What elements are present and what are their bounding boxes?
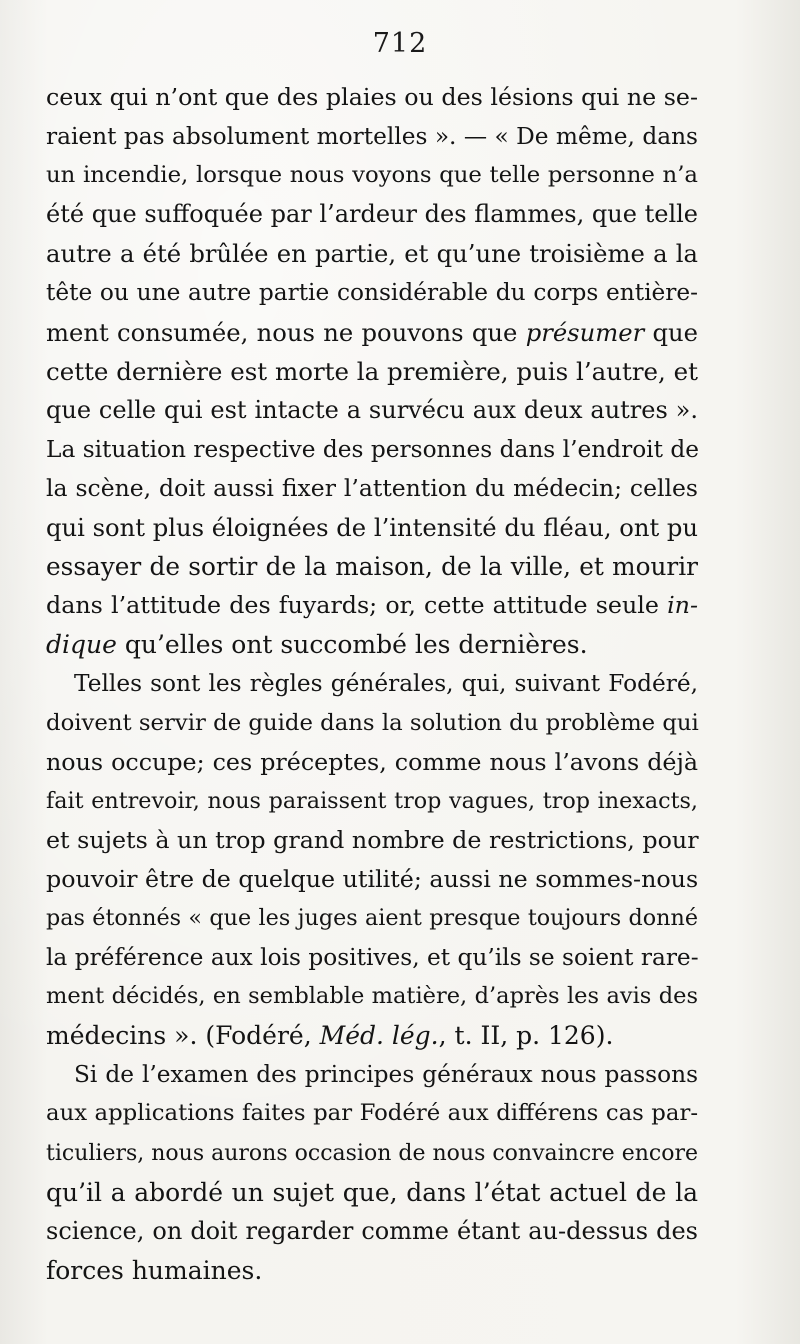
text-line: nous occupe; ces préceptes, comme nous l’avons déjà xyxy=(46,747,698,776)
text-line: qui sont plus éloignées de l’intensité du fléau, ont pu xyxy=(46,513,699,543)
text-line: ceux qui n’ont que des plaies ou des lésions qui ne se- xyxy=(46,83,698,111)
text-line xyxy=(46,625,698,664)
text-line: raient pas absolument mortelles ». — « De même, dans xyxy=(46,123,698,151)
text-line: aux applications faites par Fodéré aux différens cas par- xyxy=(46,1100,698,1127)
text-segment: ment consumée, nous ne pouvons que xyxy=(46,317,526,347)
text-segment: , t. II, p. 126). xyxy=(438,1021,614,1051)
text-line: et sujets à un trop grand nombre de restrictions, pour xyxy=(46,825,699,854)
body-text xyxy=(46,78,698,1290)
text-line: ment décidés, en semblable matière, d’après les avis des xyxy=(46,983,698,1010)
text-line xyxy=(46,1016,698,1055)
text-line: la préférence aux lois positives, et qu’ils se soient rare- xyxy=(46,944,699,972)
text-segment: qu’elles ont succombé les dernières. xyxy=(116,630,588,660)
text-line: pouvoir être de quelque utilité; aussi ne sommes-nous xyxy=(46,864,699,893)
italic-word: dique xyxy=(46,630,117,660)
italic-word: in- xyxy=(667,591,698,620)
text-line: ticuliers, nous aurons occasion de nous convaincre encore xyxy=(46,1140,698,1166)
text-line: fait entrevoir, nous paraissent trop vagues, trop inexacts, xyxy=(46,787,698,814)
text-segment: dans l’attitude des fuyards; or, cette attitude seule xyxy=(46,591,668,620)
page-number: 712 xyxy=(372,28,428,59)
text-line: tête ou une autre partie considérable du corps entière- xyxy=(46,279,698,307)
text-line: forces humaines. xyxy=(46,1255,263,1285)
text-line: cette dernière est morte la première, puis l’autre, et xyxy=(46,356,698,386)
text-segment: que xyxy=(644,317,698,347)
text-line: La situation respective des personnes dans l’endroit de xyxy=(46,435,699,463)
text-line: Telles sont les règles générales, qui, suivant Fodéré, xyxy=(74,670,698,698)
text-line: autre a été brûlée en partie, et qu’une troisième a la xyxy=(46,239,698,269)
italic-word: présumer xyxy=(525,317,645,347)
text-line: qu’il a abordé un sujet que, dans l’état actuel de la xyxy=(46,1177,698,1207)
text-line: que celle qui est intacte a survécu aux deux autres ». xyxy=(46,395,698,424)
text-line xyxy=(46,586,698,625)
text-line: pas étonnés « que les juges aient presque toujours donné xyxy=(46,904,698,931)
text-segment: médecins ». (Fodéré, xyxy=(46,1021,320,1051)
text-line: essayer de sortir de la maison, de la ville, et mourir xyxy=(46,552,698,582)
italic-word: Méd. lég. xyxy=(319,1021,439,1051)
text-line: science, on doit regarder comme étant au-dessus des xyxy=(46,1216,698,1245)
text-line: été que suffoquée par l’ardeur des flammes, que telle xyxy=(46,200,698,229)
text-line: un incendie, lorsque nous voyons que telle personne n’a xyxy=(46,162,698,189)
text-line xyxy=(46,313,698,352)
text-line: doivent servir de guide dans la solution du problème qui xyxy=(46,709,699,736)
text-line: Si de l’examen des principes généraux nous passons xyxy=(74,1061,698,1089)
text-line: la scène, doit aussi fixer l’attention du médecin; celles xyxy=(46,473,698,502)
